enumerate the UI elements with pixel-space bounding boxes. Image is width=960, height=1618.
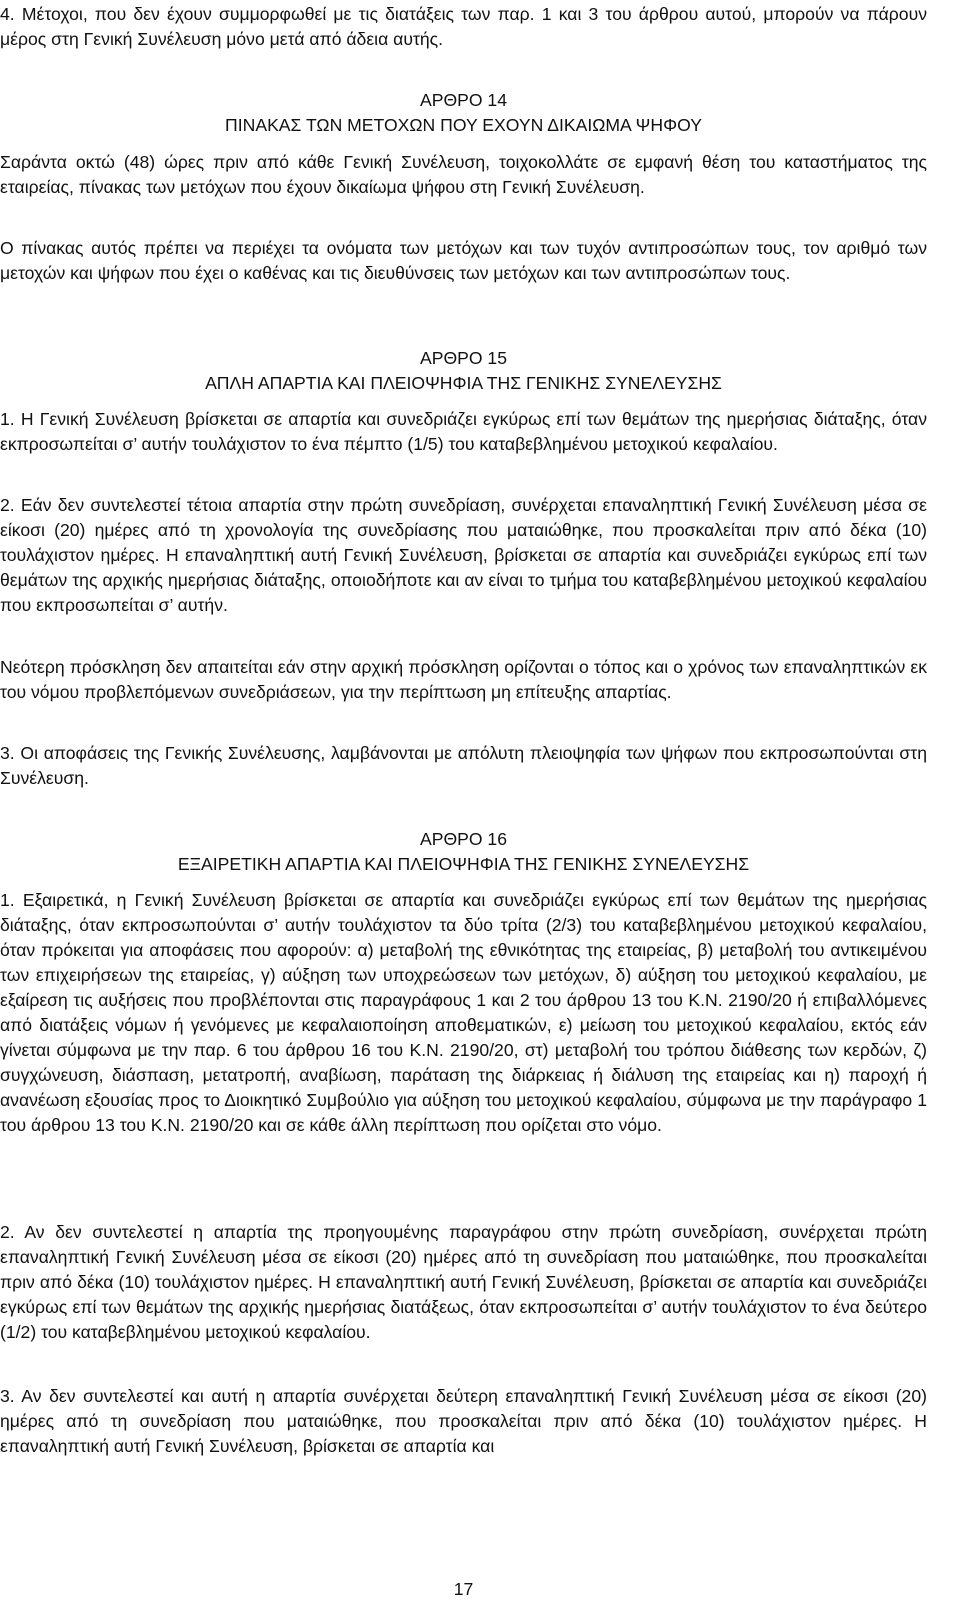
article-title: ΠΙΝΑΚΑΣ ΤΩΝ ΜΕΤΟΧΩΝ ΠΟΥ ΕΧΟΥΝ ΔΙΚΑΙΩΜΑ ΨΗΦΟΥ [225,115,702,135]
paragraph-text: 4. Μέτοχοι, που δεν έχουν συμμορφωθεί με τις διατάξεις των παρ. 1 και 3 του άρθρου αυτού, μπορούν να πάρουν μέρος στη Γενική Συνέλευση μόνο μετά από άδεια αυτής. [0,4,927,49]
paragraph-text: 2. Αν δεν συντελεστεί η απαρτία της προηγουμένης παραγράφου στην πρώτη συνεδρίαση, συνέρχεται πρώτη επαναληπτική Γενική Συνέλευση μέσα σε είκοσι (20) ημέρες από τη συνεδρίαση που ματαιώθηκε, που προσκαλείται πριν από δέκα (10) τουλάχιστον ημέρες. Η επαναληπτική αυτή Γενική Συνέλευση, βρίσκεται σε απαρτία και συνεδριάζει εγκύρως επί των θεμάτων της αρχικής ημερήσιας διατάξεως, όταν εκπροσωπείται σ’ αυτήν τουλάχιστον το ένα δεύτερο (1/2) του καταβεβλημένου μετοχικού κεφαλαίου. [0,1222,927,1342]
article-16-paragraph-2 [0,1220,927,1345]
article-16-heading [0,827,927,877]
page-number: 17 [453,1579,474,1599]
paragraph-text: 1. Η Γενική Συνέλευση βρίσκεται σε απαρτία και συνεδριάζει εγκύρως επί των θεμάτων της ημερήσιας διάταξης, όταν εκπροσωπείται σ’ αυτήν τουλάχιστον το ένα πέμπτο (1/5) του καταβεβλημένου μετοχικού κεφαλαίου. [0,409,927,454]
article-15-heading [0,346,927,396]
paragraph-text: 2. Εάν δεν συντελεστεί τέτοια απαρτία στην πρώτη συνεδρίαση, συνέρχεται επαναληπτική Γενική Συνέλευση μέσα σε είκοσι (20) ημέρες από τη χρονολογία της συνεδρίασης που ματαιώθηκε, που προσκαλείται πριν από δέκα (10) τουλάχιστον ημέρες. Η επαναληπτική αυτή Γενική Συνέλευση, βρίσκεται σε απαρτία και συνεδριάζει εγκύρως επί των θεμάτων της αρχικής ημερήσιας διάταξης, οποιοδήποτε και αν είναι το τμήμα του καταβεβλημένου μετοχικού κεφαλαίου που εκπροσωπείται σ’ αυτήν. [0,495,927,615]
paragraph-text: Νεότερη πρόσκληση δεν απαιτείται εάν στην αρχική πρόσκληση ορίζονται ο τόπος και ο χρόνος των επαναληπτικών εκ του νόμου προβλεπόμενων συνεδριάσεων, για την περίπτωση μη επίτευξης απαρτίας. [0,657,927,702]
paragraph-text: Σαράντα οκτώ (48) ώρες πριν από κάθε Γενική Συνέλευση, τοιχοκολλάτε σε εμφανή θέση του καταστήματος της εταιρείας, πίνακας των μετόχων που έχουν δικαίωμα ψήφου στη Γενική Συνέλευση. [0,152,927,197]
article-16-paragraph-3 [0,1384,927,1459]
paragraph-text: 3. Οι αποφάσεις της Γενικής Συνέλευσης, λαμβάνονται με απόλυτη πλειοψηφία των ψήφων που εκπροσωπούνται στη Συνέλευση. [0,743,927,788]
paragraph-text: Ο πίνακας αυτός πρέπει να περιέχει τα ονόματα των μετόχων και των τυχόν αντιπροσώπων τους, τον αριθμό των μετοχών και ψήφων που έχει ο καθένας και τις διευθύνσεις των μετόχων και των αντιπροσώπων τους. [0,238,927,283]
article-14-heading [0,88,927,138]
article-14-paragraph-2 [0,236,927,286]
article-title: ΑΠΛΗ ΑΠΑΡΤΙΑ ΚΑΙ ΠΛΕΙΟΨΗΦΙΑ ΤΗΣ ΓΕΝΙΚΗΣ ΣΥΝΕΛΕΥΣΗΣ [205,373,722,393]
paragraph-text: 1. Εξαιρετικά, η Γενική Συνέλευση βρίσκεται σε απαρτία και συνεδριάζει εγκύρως επί των θεμάτων της ημερήσιας διάταξης, όταν εκπροσωπούνται σ’ αυτήν τουλάχιστον τα δύο τρίτα (2/3) του καταβεβλημένου μετοχικού κεφαλαίου, όταν πρόκειται για αποφάσεις που αφορούν: α) μεταβολή της εθνικότητας της εταιρείας, β) μεταβολή του αντικειμένου των επιχειρήσεων της εταιρείας, γ) αύξηση των υποχρεώσεων των μετόχων, δ) αύξηση του μετοχικού κεφαλαίου, με εξαίρεση τις αυξήσεις που προβλέπονται στις παραγράφους 1 και 2 του άρθρου 13 του Κ.Ν. 2190/20 ή επιβαλλόμενες από διατάξεις νόμων ή γενόμενες με κεφαλαιοποίηση αποθεματικών, ε) μείωση του μετοχικού κεφαλαίου, εκτός εάν γίνεται σύμφωνα με την παρ. 6 του άρθρου 16 του Κ.Ν. 2190/20, στ) μεταβολή του τρόπου διάθεσης των κερδών, ζ) συγχώνευση, διάσπαση, μετατροπή, αναβίωση, παράταση της διάρκειας ή διάλυση της εταιρείας και η) παροχή ή ανανέωση εξουσίας προς το Διοικητικό Συμβούλιο για αύξηση του μετοχικού κεφαλαίου, σύμφωνα με την παράγραφο 1 του άρθρου 13 του Κ.Ν. 2190/20 και σε κάθε άλλη περίπτωση που ορίζεται στο νόμο. [0,890,927,1135]
article-title: ΕΞΑΙΡΕΤΙΚΗ ΑΠΑΡΤΙΑ ΚΑΙ ΠΛΕΙΟΨΗΦΙΑ ΤΗΣ ΓΕΝΙΚΗΣ ΣΥΝΕΛΕΥΣΗΣ [177,854,750,874]
article-16-paragraph-1 [0,888,927,1138]
article-15-paragraph-4 [0,741,927,791]
article-number: ΑΡΘΡΟ 14 [419,90,508,110]
paragraph-article-13-par-4 [0,2,927,52]
article-number: ΑΡΘΡΟ 16 [419,829,508,849]
article-15-paragraph-2 [0,493,927,618]
article-15-paragraph-1 [0,407,927,457]
article-number: ΑΡΘΡΟ 15 [419,348,508,368]
article-15-paragraph-3 [0,655,927,705]
paragraph-text: 3. Αν δεν συντελεστεί και αυτή η απαρτία συνέρχεται δεύτερη επαναληπτική Γενική Συνέλευση μέσα σε είκοσι (20) ημέρες από τη συνεδρίαση που ματαιώθηκε, που προσκαλείται πριν από δέκα (10) τουλάχιστον ημέρες. Η επαναληπτική αυτή Γενική Συνέλευση, βρίσκεται σε απαρτία και [0,1386,927,1456]
article-14-paragraph-1 [0,150,927,200]
